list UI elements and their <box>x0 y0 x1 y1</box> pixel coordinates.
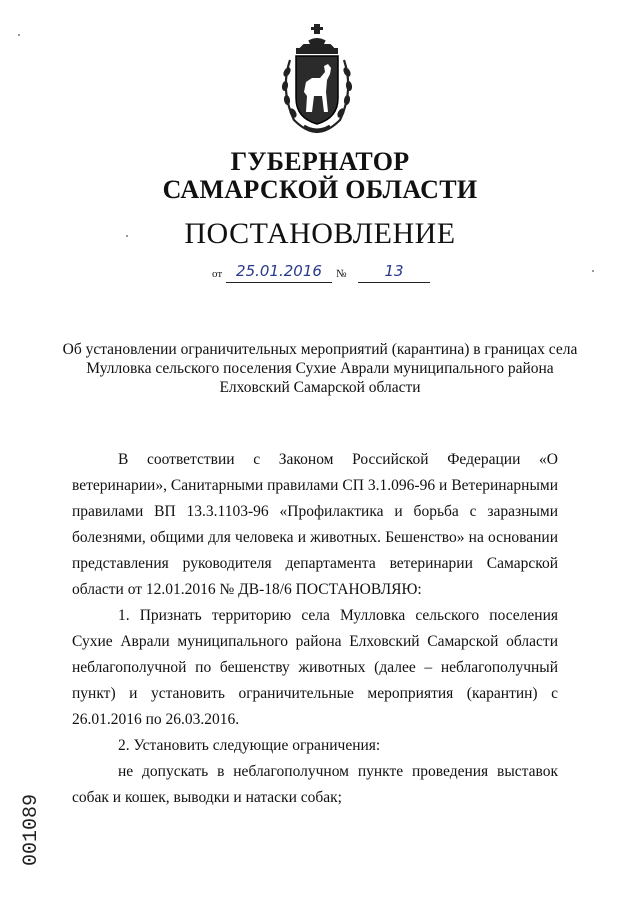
handwritten-number: 13 <box>358 260 430 283</box>
document-subject: Об установлении ограничительных мероприятий (карантина) в границах села Мулловка сельского поселения Сухие Аврали муниципального района Елховский Самарской области <box>62 341 578 396</box>
paragraph-item-1: 1. Признать территорию села Мулловка сельского поселения Сухие Аврали муниципального района Елховский Самарской области неблагополучной по бешенству животных (далее – неблагополучный пункт) и установить ограничительные мероприятия (карантин) с 26.01.2016 по 26.03.2016. <box>72 607 558 728</box>
paragraph-item-2: 2. Установить следующие ограничения: <box>118 737 381 754</box>
document-body <box>72 447 558 811</box>
scan-speck <box>18 34 20 36</box>
paragraph-restriction: не допускать в неблагополучном пункте проведения выставок собак и кошек, выводки и натаски собак; <box>72 763 558 806</box>
region-title: САМАРСКОЙ ОБЛАСТИ <box>162 175 478 204</box>
document-meta <box>212 260 442 284</box>
number-label: № <box>336 268 347 280</box>
side-stamp-number: 001089 <box>20 794 43 867</box>
governor-title: ГУБЕРНАТОР <box>230 147 410 176</box>
date-label: от <box>212 268 223 280</box>
samara-coat-of-arms-icon <box>276 20 358 136</box>
paragraph-preamble: В соответствии с Законом Российской Федерации «О ветеринарии», Санитарными правилами СП 3.1.096-96 и Ветеринарными правилами ВП 13.3.1103-96 «Профилактика и борьба с заразными болезнями, общими для человека и животных. Бешенство» на основании представления руководителя департамента ветеринарии Самарской области от 12.01.2016 № ДВ-18/6 ПОСТАНОВЛЯЮ: <box>72 451 558 598</box>
handwritten-date: 25.01.2016 <box>226 260 332 283</box>
document-type: ПОСТАНОВЛЕНИЕ <box>184 217 456 250</box>
scan-speck <box>592 270 594 272</box>
scan-speck <box>126 235 128 237</box>
